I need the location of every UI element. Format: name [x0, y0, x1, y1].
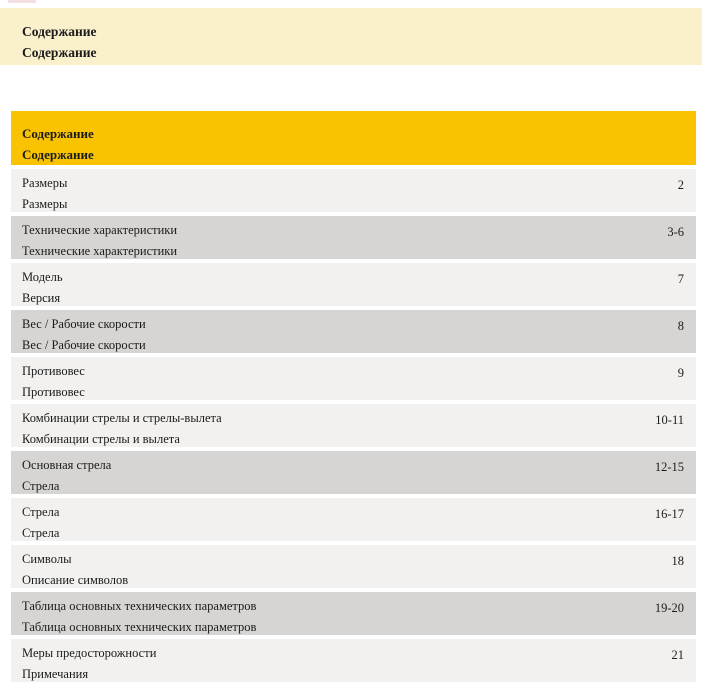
row-title-line1: Символы [22, 552, 72, 566]
row-title-line2: Примечания [22, 667, 89, 681]
toc-row [11, 310, 696, 353]
toc-row [11, 639, 696, 682]
toc-row [11, 404, 696, 447]
toc-header-line2: Содержание [22, 147, 94, 162]
row-title-line1: Стрела [22, 505, 60, 519]
toc-row [11, 592, 696, 635]
page-title-line1: Содержание [22, 24, 97, 39]
row-title-line2: Стрела [22, 479, 60, 493]
page-title-line2: Содержание [22, 45, 97, 60]
row-title-line1: Модель [22, 270, 63, 284]
table-of-contents [11, 111, 696, 682]
toc-row [11, 216, 696, 259]
toc-row [11, 169, 696, 212]
row-title-line1: Вес / Рабочие скорости [22, 317, 146, 331]
row-title-line1: Противовес [22, 364, 85, 378]
toc-row [11, 263, 696, 306]
page-edge-artifact [8, 0, 36, 3]
row-page-number: 12-15 [654, 460, 684, 474]
row-page-number: 3-6 [667, 225, 684, 239]
row-page-number: 8 [677, 319, 684, 333]
toc-header [11, 111, 696, 165]
row-title-line1: Технические характеристики [22, 223, 178, 237]
row-title-line2: Размеры [22, 197, 68, 211]
row-title-line2: Технические характеристики [22, 244, 178, 258]
page-title-banner [0, 8, 702, 65]
row-title-line2: Таблица основных технических параметров [22, 620, 257, 634]
row-page-number: 16-17 [654, 507, 684, 521]
row-title-line2: Версия [22, 291, 61, 305]
row-title-line2: Противовес [22, 385, 85, 399]
toc-row [11, 498, 696, 541]
row-title-line2: Вес / Рабочие скорости [22, 338, 146, 352]
toc-row [11, 357, 696, 400]
row-title-line1: Размеры [22, 176, 68, 190]
row-page-number: 7 [677, 272, 684, 286]
row-page-number: 18 [671, 554, 684, 568]
row-title-line1: Таблица основных технических параметров [22, 599, 257, 613]
row-title-line2: Комбинации стрелы и вылета [22, 432, 180, 446]
row-title-line1: Меры предосторожности [22, 646, 157, 660]
row-title-line2: Стрела [22, 526, 60, 540]
toc-row [11, 451, 696, 494]
row-page-number: 9 [677, 366, 684, 380]
row-page-number: 10-11 [655, 413, 684, 427]
row-title-line1: Основная стрела [22, 458, 112, 472]
toc-header-line1: Содержание [22, 126, 94, 141]
row-page-number: 21 [671, 648, 684, 662]
row-page-number: 2 [677, 178, 684, 192]
row-page-number: 19-20 [654, 601, 684, 615]
toc-rows [11, 169, 696, 682]
toc-row [11, 545, 696, 588]
row-title-line2: Описание символов [22, 573, 129, 587]
row-title-line1: Комбинации стрелы и стрелы-вылета [22, 411, 222, 425]
